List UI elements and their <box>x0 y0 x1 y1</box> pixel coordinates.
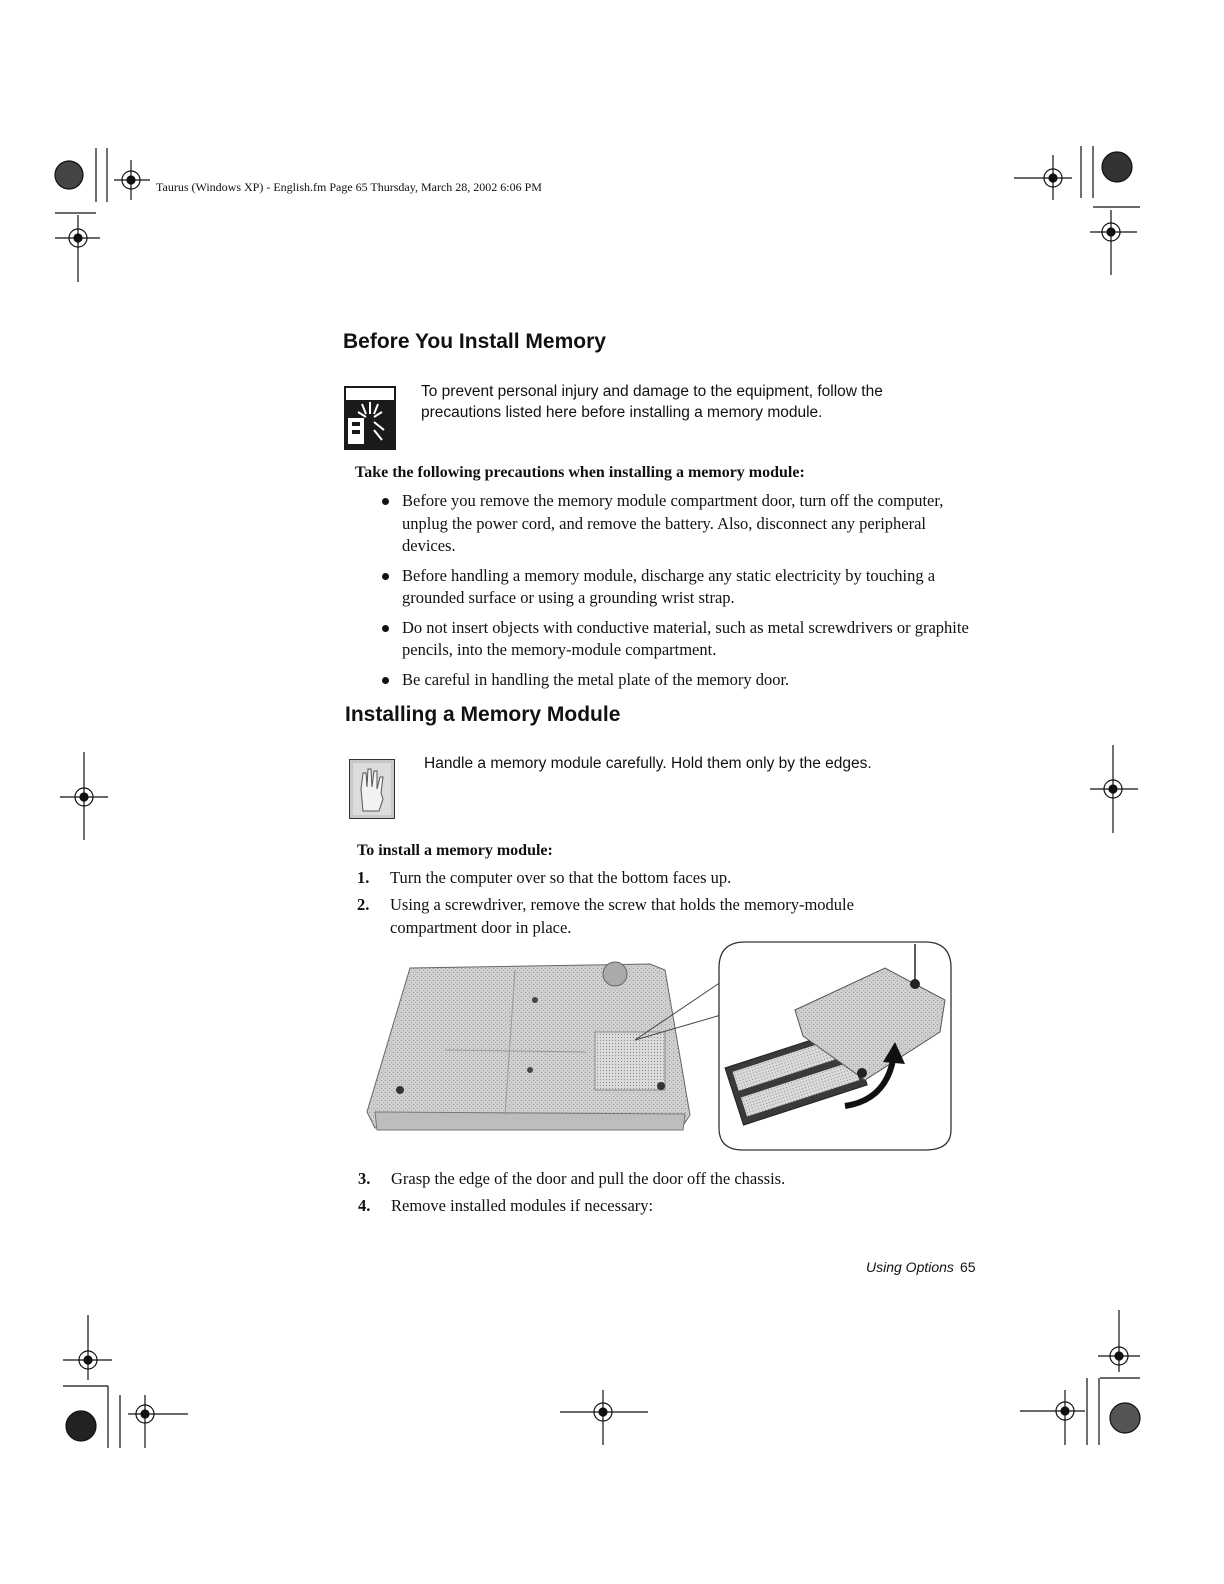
list-item: Before handling a memory module, discharge any static electricity by touching a grounded surface or using a grounding wrist strap. <box>380 565 980 610</box>
install-steps-bottom <box>358 1167 958 1221</box>
list-item <box>358 1167 958 1190</box>
step-number: 3. <box>358 1169 371 1188</box>
install-lead: To install a memory module: <box>357 842 553 859</box>
step-text: Grasp the edge of the door and pull the door off the chassis. <box>391 1169 786 1188</box>
precautions-list <box>380 490 980 698</box>
step-text: Remove installed modules if necessary: <box>391 1196 654 1215</box>
file-slug: Taurus (Windows XP) - English.fm Page 65 Thursday, March 28, 2002 6:06 PM <box>156 180 542 194</box>
step-number: 2. <box>357 895 370 914</box>
caution-hand-icon <box>349 759 395 819</box>
list-item <box>357 866 917 889</box>
section-heading-before-install: Before You Install Memory <box>343 330 606 353</box>
precautions-lead: Take the following precautions when installing a memory module: <box>355 464 805 481</box>
step-number: 4. <box>358 1196 371 1215</box>
list-item <box>357 893 917 939</box>
install-steps-top <box>357 866 917 943</box>
warning-flash-icon <box>344 386 396 450</box>
step-text: Turn the computer over so that the bottom faces up. <box>390 868 732 887</box>
page-footer <box>866 1259 976 1275</box>
warning-note: To prevent personal injury and damage to the equipment, follow the precautions listed here before installing a memory module. <box>421 383 883 421</box>
list-item: Do not insert objects with conductive material, such as metal screwdrivers or graphite pencils, into the memory-module compartment. <box>380 617 980 662</box>
laptop-bottom-memory-door-illustration <box>365 940 955 1155</box>
page-number: 65 <box>959 1259 976 1275</box>
section-heading-installing: Installing a Memory Module <box>345 703 621 726</box>
step-number: 1. <box>357 868 370 887</box>
step-text: Using a screwdriver, remove the screw that holds the memory-module compartment door in place. <box>390 895 854 937</box>
list-item: Be careful in handling the metal plate of the memory door. <box>380 669 980 692</box>
caution-note: Handle a memory module carefully. Hold them only by the edges. <box>424 755 872 772</box>
footer-label: Using Options <box>866 1259 954 1275</box>
list-item: Before you remove the memory module compartment door, turn off the computer, unplug the power cord, and remove the battery. Also, disconnect any peripheral devices. <box>380 490 980 558</box>
list-item <box>358 1194 958 1217</box>
